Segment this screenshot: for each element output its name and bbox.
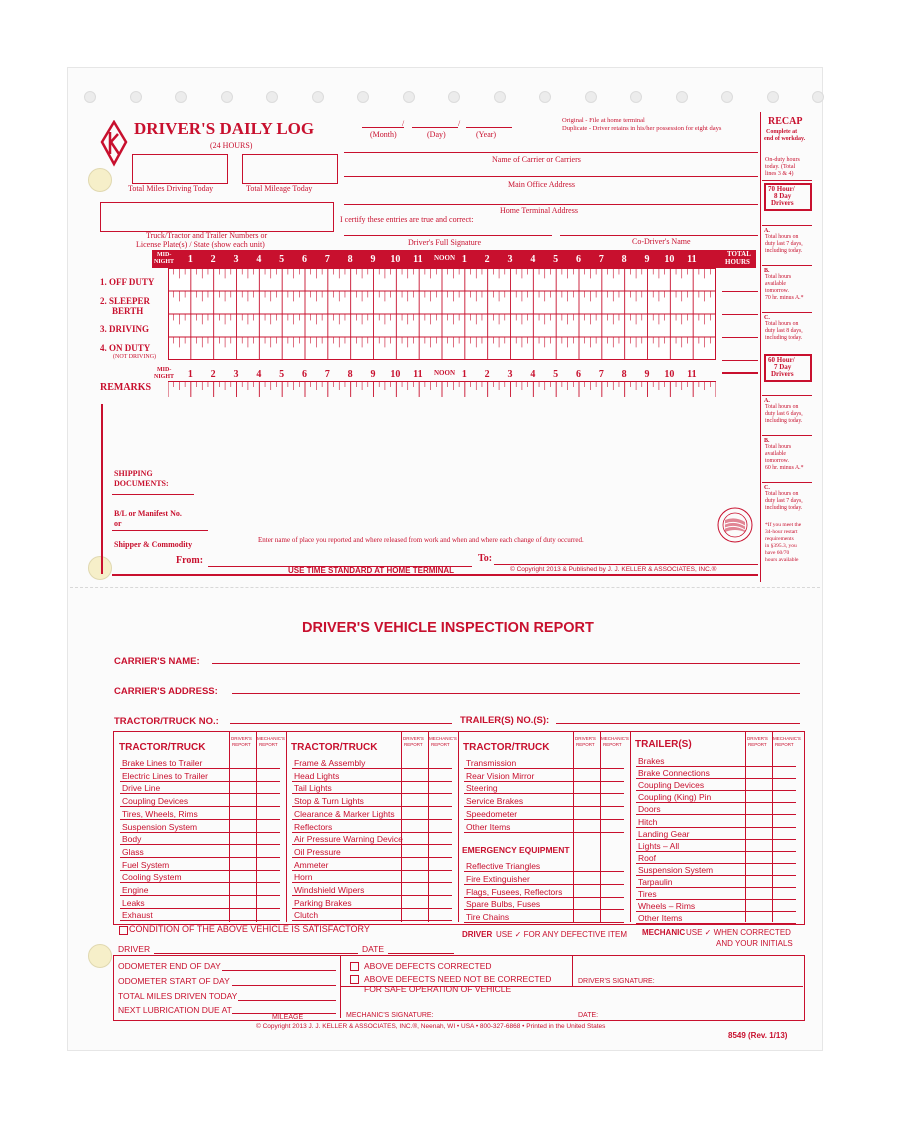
mechanics-report-header: MECHANIC'S: [773, 736, 801, 741]
checklist-column-title: TRACTOR/TRUCK: [291, 742, 378, 753]
perforation-hole: [175, 91, 187, 103]
log-subtitle: (24 HOURS): [210, 141, 253, 150]
main-office-label: Main Office Address: [508, 180, 575, 189]
log-copyright: © Copyright 2013 & Published by J. J. KELLER & ASSOCIATES, INC.®: [510, 566, 717, 573]
hour-label: 4: [256, 369, 262, 380]
recap-text: C.: [764, 315, 770, 321]
checklist-row[interactable]: [464, 768, 624, 769]
checklist-item: Spare Bulbs, Fuses: [466, 899, 541, 910]
hour-label: 7: [324, 254, 330, 265]
checklist-row[interactable]: [120, 819, 280, 820]
certify-label: I certify these entries are true and correct:: [340, 215, 474, 224]
satisfactory-label: CONDITION OF THE ABOVE VEHICLE IS SATISFACTORY: [129, 924, 370, 934]
checklist-row[interactable]: [292, 819, 452, 820]
row-not-driving: (NOT DRIVING): [113, 354, 157, 360]
checklist-item: Brakes: [638, 756, 665, 766]
checklist-item: Fire Extinguisher: [466, 873, 530, 884]
hour-label: 2: [210, 254, 216, 265]
recap-text: 70 hr. minus A.*: [765, 295, 804, 301]
checklist-row[interactable]: [120, 908, 280, 909]
perforation-hole: [84, 91, 96, 103]
checklist-item: Rear Vision Mirror: [466, 770, 535, 781]
checklist-row[interactable]: [636, 790, 796, 791]
recap-text: including today.: [765, 505, 803, 511]
hour-label: 6: [302, 254, 307, 265]
checklist-row[interactable]: [292, 844, 452, 845]
recap-text: Total hours on: [765, 491, 799, 497]
checklist-item: Clutch: [294, 910, 319, 921]
hour-label: 3: [507, 369, 513, 380]
tear-line: [70, 587, 820, 588]
checklist-row[interactable]: [292, 870, 452, 871]
mechanics-report-header: REPORT: [431, 742, 450, 747]
hour-label: 2: [210, 369, 216, 380]
mechanics-report-header: MECHANIC'S: [257, 736, 285, 741]
mechanics-report-header: REPORT: [259, 742, 278, 747]
checklist-item: Head Lights: [294, 770, 340, 781]
checklist-item: Leaks: [122, 897, 145, 908]
checklist-row[interactable]: [120, 870, 280, 871]
checklist-item: Horn: [294, 872, 313, 883]
hour-label: 3: [233, 369, 239, 380]
drivers-report-header: REPORT: [232, 742, 251, 747]
checklist-row[interactable]: [636, 814, 796, 815]
checklist-item: Transmission: [466, 758, 517, 768]
copies-line-2: Duplicate - Driver retains in his/her possession for eight days: [562, 125, 722, 132]
row-on-duty: 4. ON DUTY: [100, 343, 151, 353]
checklist-row[interactable]: [464, 832, 624, 833]
hour-label: 11: [687, 369, 697, 380]
perforation-hole: [767, 91, 779, 103]
enter-place-note: Enter name of place you reported and where released from work and when and where each change of duty occurred.: [258, 536, 584, 544]
checklist-item: Doors: [638, 804, 661, 815]
defects-not-needed-label-2: FOR SAFE OPERATION OF VEHICLE: [364, 984, 512, 994]
hour-label: 10: [390, 254, 401, 265]
or-label: or: [114, 519, 122, 528]
remarks-ruler: [168, 381, 716, 399]
checklist-row[interactable]: [120, 768, 280, 769]
checklist-item: Tires: [638, 889, 657, 900]
total-mileage-box[interactable]: [242, 154, 338, 184]
recap-text: duty last 7 days,: [765, 241, 803, 247]
recap-text: including today.: [765, 248, 803, 254]
recap-text: A.: [764, 228, 770, 234]
perforation-hole: [676, 91, 688, 103]
perforation-hole: [221, 91, 233, 103]
hour-label: 9: [644, 369, 650, 380]
drivers-report-header: REPORT: [748, 742, 767, 747]
codriver-name-label: Co-Driver's Name: [632, 237, 691, 246]
perforation-hole: [448, 91, 460, 103]
hour-label: 10: [664, 254, 675, 265]
recap-text: Total hours on: [765, 234, 799, 240]
checklist-item: Clearance & Marker Lights: [294, 808, 395, 819]
checklist-item: Glass: [122, 846, 144, 857]
hour-label: 5: [279, 369, 285, 380]
carrier-address-field-label: CARRIER'S ADDRESS:: [114, 686, 218, 697]
checklist-row[interactable]: [464, 897, 624, 898]
checklist-item: Other Items: [466, 821, 511, 832]
mileage-label: MILEAGE: [272, 1014, 304, 1021]
checklist-row[interactable]: [292, 920, 452, 921]
checklist-item: Tire Chains: [466, 912, 510, 922]
checklist-item: Reflective Triangles: [466, 861, 541, 872]
hour-label: 8: [621, 254, 627, 265]
mechanic-use-label: MECHANIC: [642, 928, 686, 937]
drivers-report-header: DRIVER'S: [747, 736, 768, 741]
recap-text: Total hours: [765, 274, 792, 280]
perforation-hole: [539, 91, 551, 103]
home-terminal-label: Home Terminal Address: [500, 206, 578, 215]
checklist-row[interactable]: [636, 827, 796, 828]
keller-logo-icon: [100, 120, 128, 168]
hour-label: 6: [576, 254, 581, 265]
truck-numbers-label-1: Truck/Tractor and Trailer Numbers or: [146, 231, 268, 240]
checklist-item: Windshield Wipers: [294, 885, 365, 895]
hour-label: 5: [553, 254, 559, 265]
checklist-item: Electric Lines to Trailer: [122, 770, 208, 781]
odometer-start-label: ODOMETER START OF DAY: [118, 976, 230, 986]
checklist-item: Exhaust: [122, 910, 153, 921]
checklist-row[interactable]: [120, 793, 280, 794]
shipping-label-2: DOCUMENTS:: [114, 479, 169, 488]
truck-numbers-label-2: License Plate(s) / State (show each unit): [136, 240, 265, 249]
hour-label: 3: [233, 254, 239, 265]
checklist-row[interactable]: [636, 839, 796, 840]
driver-signature-label: Driver's Full Signature: [408, 238, 481, 247]
checklist-row[interactable]: [464, 781, 624, 782]
checklist-item: Lights – All: [638, 840, 680, 851]
perforation-hole: [585, 91, 597, 103]
hour-label: 7: [598, 254, 604, 265]
hour-label: 11: [413, 369, 423, 380]
checklist-row[interactable]: [292, 806, 452, 807]
hour-label: 7: [598, 369, 604, 380]
hour-label: 4: [530, 369, 536, 380]
checklist-item: Frame & Assembly: [294, 758, 366, 768]
checklist-row[interactable]: [636, 923, 796, 924]
total-miles-label: TOTAL MILES DRIVEN TODAY: [118, 991, 238, 1001]
checklist-row[interactable]: [636, 863, 796, 864]
driver-sign-label: DRIVER: [118, 944, 151, 954]
checklist-row[interactable]: [292, 895, 452, 896]
checklist-item: Stop & Turn Lights: [294, 796, 364, 807]
checklist-row[interactable]: [636, 851, 796, 852]
recap-text: duty last 6 days,: [765, 411, 803, 417]
row-sleeper: 2. SLEEPER: [100, 296, 151, 306]
log-title: DRIVER'S DAILY LOG: [134, 119, 315, 138]
checklist-item: Coupling (King) Pin: [638, 792, 712, 803]
checklist-item: Coupling Devices: [638, 780, 705, 791]
checklist-item: Coupling Devices: [122, 796, 189, 807]
perforation-hole: [403, 91, 415, 103]
perforation-hole: [312, 91, 324, 103]
row-driving: 3. DRIVING: [100, 324, 150, 334]
checklist-row[interactable]: [120, 781, 280, 782]
perforation-hole: [266, 91, 278, 103]
perforation-hole: [630, 91, 642, 103]
perforation-hole: [130, 91, 142, 103]
recap-text: C.: [764, 485, 770, 491]
checklist-row[interactable]: [636, 887, 796, 888]
checklist-row[interactable]: [636, 778, 796, 779]
odometer-end-label: ODOMETER END OF DAY: [118, 961, 221, 971]
perforation-hole: [721, 91, 733, 103]
flag-seal-icon: [716, 506, 754, 544]
perforation-hole: [494, 91, 506, 103]
next-lube-label: NEXT LUBRICATION DUE AT: [118, 1005, 232, 1015]
use-time-label: USE TIME STANDARD AT HOME TERMINAL: [288, 566, 455, 575]
checklist-item: Other Items: [638, 913, 683, 924]
emergency-equipment-title: EMERGENCY EQUIPMENT: [462, 845, 570, 856]
checklist-item: Wheels – Rims: [638, 901, 696, 912]
checklist-column-title: TRACTOR/TRUCK: [119, 742, 206, 753]
hour-label: 6: [302, 369, 307, 380]
hour-label: 1: [187, 254, 193, 265]
recap-text: B.: [764, 268, 770, 274]
checklist-item: Suspension System: [122, 821, 198, 832]
checklist-row[interactable]: [464, 806, 624, 807]
hour-label: 1: [461, 254, 467, 265]
bl-manifest-label: B/L or Manifest No.: [114, 509, 182, 518]
recap-text: 60 hr. minus A.*: [765, 465, 804, 471]
mechanics-report-header: REPORT: [603, 742, 622, 747]
checklist-row[interactable]: [464, 909, 624, 910]
hour-label: 1: [187, 369, 193, 380]
checklist-column-title: TRAILER(S): [635, 739, 692, 750]
checklist-row[interactable]: [120, 882, 280, 883]
binder-hole-middle: [88, 556, 112, 580]
checklist-item: Tires, Wheels, Rims: [122, 808, 198, 819]
row-berth: BERTH: [112, 306, 144, 316]
checklist-row[interactable]: [120, 832, 280, 833]
shipper-label: Shipper & Commodity: [114, 540, 193, 549]
recap-text: available: [765, 281, 786, 287]
hour-label: 4: [256, 254, 262, 265]
checklist-item: Speedometer: [466, 808, 518, 819]
satisfactory-checkbox[interactable]: [119, 926, 128, 935]
inspection-copyright: © Copyright 2013 J. J. KELLER & ASSOCIATES, INC.®, Neenah, WI • USA • 800-327-6868 • Printed in the United States: [256, 1023, 606, 1030]
miles-driving-label: Total Miles Driving Today: [128, 184, 214, 193]
midnight-label: MID-: [157, 252, 172, 258]
checklist-item: Cooling System: [122, 872, 182, 883]
defects-corrected-label: ABOVE DEFECTS CORRECTED: [364, 961, 492, 971]
checklist-item: Body: [122, 834, 142, 845]
checklist-row[interactable]: [636, 875, 796, 876]
checklist-row[interactable]: [464, 871, 624, 872]
checklist-item: Tarpaulin: [638, 877, 673, 887]
checklist-row[interactable]: [292, 793, 452, 794]
date-year-label: (Year): [476, 130, 497, 139]
hour-label: 11: [413, 254, 423, 265]
noon-label: NOON: [434, 369, 455, 377]
recap-text: duty last 8 days,: [765, 328, 803, 334]
binder-hole-bottom: [88, 944, 112, 968]
checklist-item: Steering: [466, 783, 498, 794]
date-month-label: (Month): [370, 130, 397, 139]
hour-label: 2: [484, 254, 490, 265]
date-label: DATE: [362, 944, 385, 954]
form-number: 8549 (Rev. 1/13): [728, 1031, 788, 1040]
checklist-row[interactable]: [636, 911, 796, 912]
checklist-row[interactable]: [292, 908, 452, 909]
hour-label: 8: [347, 254, 353, 265]
checklist-row[interactable]: [292, 781, 452, 782]
recap-text: Total hours on: [765, 321, 799, 327]
checklist-item: Brake Lines to Trailer: [122, 758, 203, 768]
defects-not-needed-checkbox[interactable]: [350, 975, 359, 984]
driver-use-label: DRIVER: [462, 930, 493, 939]
checklist-item: Air Pressure Warning Device: [294, 834, 403, 845]
to-label: To:: [478, 553, 493, 564]
miles-driving-box[interactable]: [132, 154, 228, 184]
checklist-row[interactable]: [464, 884, 624, 885]
recap-text: including today.: [765, 418, 803, 424]
hour-label: 6: [576, 369, 581, 380]
checklist-row[interactable]: [464, 922, 624, 923]
date-label-2: DATE:: [578, 1012, 599, 1019]
recap-text: Total hours on: [765, 404, 799, 410]
checklist-item: Engine: [122, 885, 149, 895]
hour-label: 4: [530, 254, 536, 265]
recap-text: Total hours: [765, 444, 792, 450]
perforation-hole: [812, 91, 824, 103]
checklist-row[interactable]: [292, 882, 452, 883]
hour-label: 5: [279, 254, 285, 265]
drivers-report-header: DRIVER'S: [575, 736, 596, 741]
truck-numbers-box[interactable]: [100, 202, 334, 232]
checklist-item: Landing Gear: [638, 828, 690, 839]
checklist-row[interactable]: [292, 857, 452, 858]
hour-label: 8: [347, 369, 353, 380]
drivers-signature-label: DRIVER'S SIGNATURE:: [578, 978, 655, 985]
hour-label: 11: [687, 254, 697, 265]
hour-label: 9: [644, 254, 650, 265]
checklist-item: Roof: [638, 852, 656, 863]
defects-not-needed-label-1: ABOVE DEFECTS NEED NOT BE CORRECTED: [364, 974, 552, 984]
drivers-report-header: REPORT: [404, 742, 423, 747]
recap-title: RECAP: [768, 116, 803, 127]
checklist-item: Ammeter: [294, 859, 329, 870]
checklist-item: Fuel System: [122, 859, 170, 870]
checklist-column-title: TRACTOR/TRUCK: [463, 742, 550, 753]
checklist-row[interactable]: [120, 920, 280, 921]
checklist-row[interactable]: [120, 844, 280, 845]
noon-label: NOON: [434, 254, 455, 262]
remarks-label: REMARKS: [100, 382, 152, 393]
hour-label: 2: [484, 369, 490, 380]
carrier-name-field-label: CARRIER'S NAME:: [114, 656, 200, 667]
hour-label: 8: [621, 369, 627, 380]
copies-line-1: Original - File at home terminal: [562, 117, 645, 124]
checklist-item: Service Brakes: [466, 796, 524, 807]
recap-text: tomorrow.: [765, 458, 789, 464]
date-day-label: (Day): [427, 130, 446, 139]
checklist-item: Drive Line: [122, 783, 161, 794]
hour-label: 10: [664, 369, 675, 380]
inspection-title: DRIVER'S VEHICLE INSPECTION REPORT: [302, 620, 594, 636]
from-label: From:: [176, 555, 204, 566]
perforation-hole: [357, 91, 369, 103]
total-hours-label: TOTAL: [727, 250, 751, 258]
trailer-no-label: TRAILER(S) NO.(S):: [460, 715, 550, 726]
row-off-duty: 1. OFF DUTY: [100, 277, 155, 287]
total-mileage-label: Total Mileage Today: [246, 184, 313, 193]
checklist-row[interactable]: [120, 806, 280, 807]
checklist-item: Flags, Fusees, Reflectors: [466, 886, 563, 897]
checklist-item: Oil Pressure: [294, 846, 341, 857]
drivers-report-header: DRIVER'S: [231, 736, 252, 741]
hour-label: 1: [461, 369, 467, 380]
checklist-row[interactable]: [636, 899, 796, 900]
tractor-no-label: TRACTOR/TRUCK NO.:: [114, 716, 219, 727]
recap-text: available: [765, 451, 786, 457]
hour-label: 7: [324, 369, 330, 380]
mechanics-signature-label: MECHANIC'S SIGNATURE:: [346, 1012, 434, 1019]
shipping-label-1: SHIPPING: [114, 469, 153, 478]
drivers-report-header: REPORT: [576, 742, 595, 747]
mechanics-report-header: MECHANIC'S: [601, 736, 629, 741]
duty-status-grid[interactable]: [168, 268, 716, 362]
recap-text: tomorrow.: [765, 288, 789, 294]
mechanics-report-header: MECHANIC'S: [429, 736, 457, 741]
carrier-name-label: Name of Carrier or Carriers: [492, 155, 581, 164]
checklist-item: Parking Brakes: [294, 897, 352, 908]
checklist-row[interactable]: [120, 857, 280, 858]
checklist-row[interactable]: [120, 895, 280, 896]
recap-text: B.: [764, 438, 770, 444]
recap-text: A.: [764, 398, 770, 404]
hour-label: 9: [370, 369, 376, 380]
mechanics-report-header: REPORT: [775, 742, 794, 747]
checklist-item: Reflectors: [294, 821, 333, 832]
checklist-row[interactable]: [292, 832, 452, 833]
binder-hole-top: [88, 168, 112, 192]
checklist-row[interactable]: [636, 766, 796, 767]
checklist-row[interactable]: [464, 819, 624, 820]
recap-text: including today.: [765, 335, 803, 341]
hour-label: 3: [507, 254, 513, 265]
hour-label: 5: [553, 369, 559, 380]
drivers-report-header: DRIVER'S: [403, 736, 424, 741]
hour-label: 10: [390, 369, 401, 380]
checklist-item: Tail Lights: [294, 783, 332, 794]
checklist-item: Suspension System: [638, 864, 714, 875]
checklist-row[interactable]: [636, 802, 796, 803]
defects-corrected-checkbox[interactable]: [350, 962, 359, 971]
recap-text: duty last 7 days,: [765, 498, 803, 504]
hour-label: 9: [370, 254, 376, 265]
checklist-row[interactable]: [464, 793, 624, 794]
checklist-row[interactable]: [292, 768, 452, 769]
checklist-item: Hitch: [638, 816, 658, 827]
checklist-item: Brake Connections: [638, 768, 710, 779]
